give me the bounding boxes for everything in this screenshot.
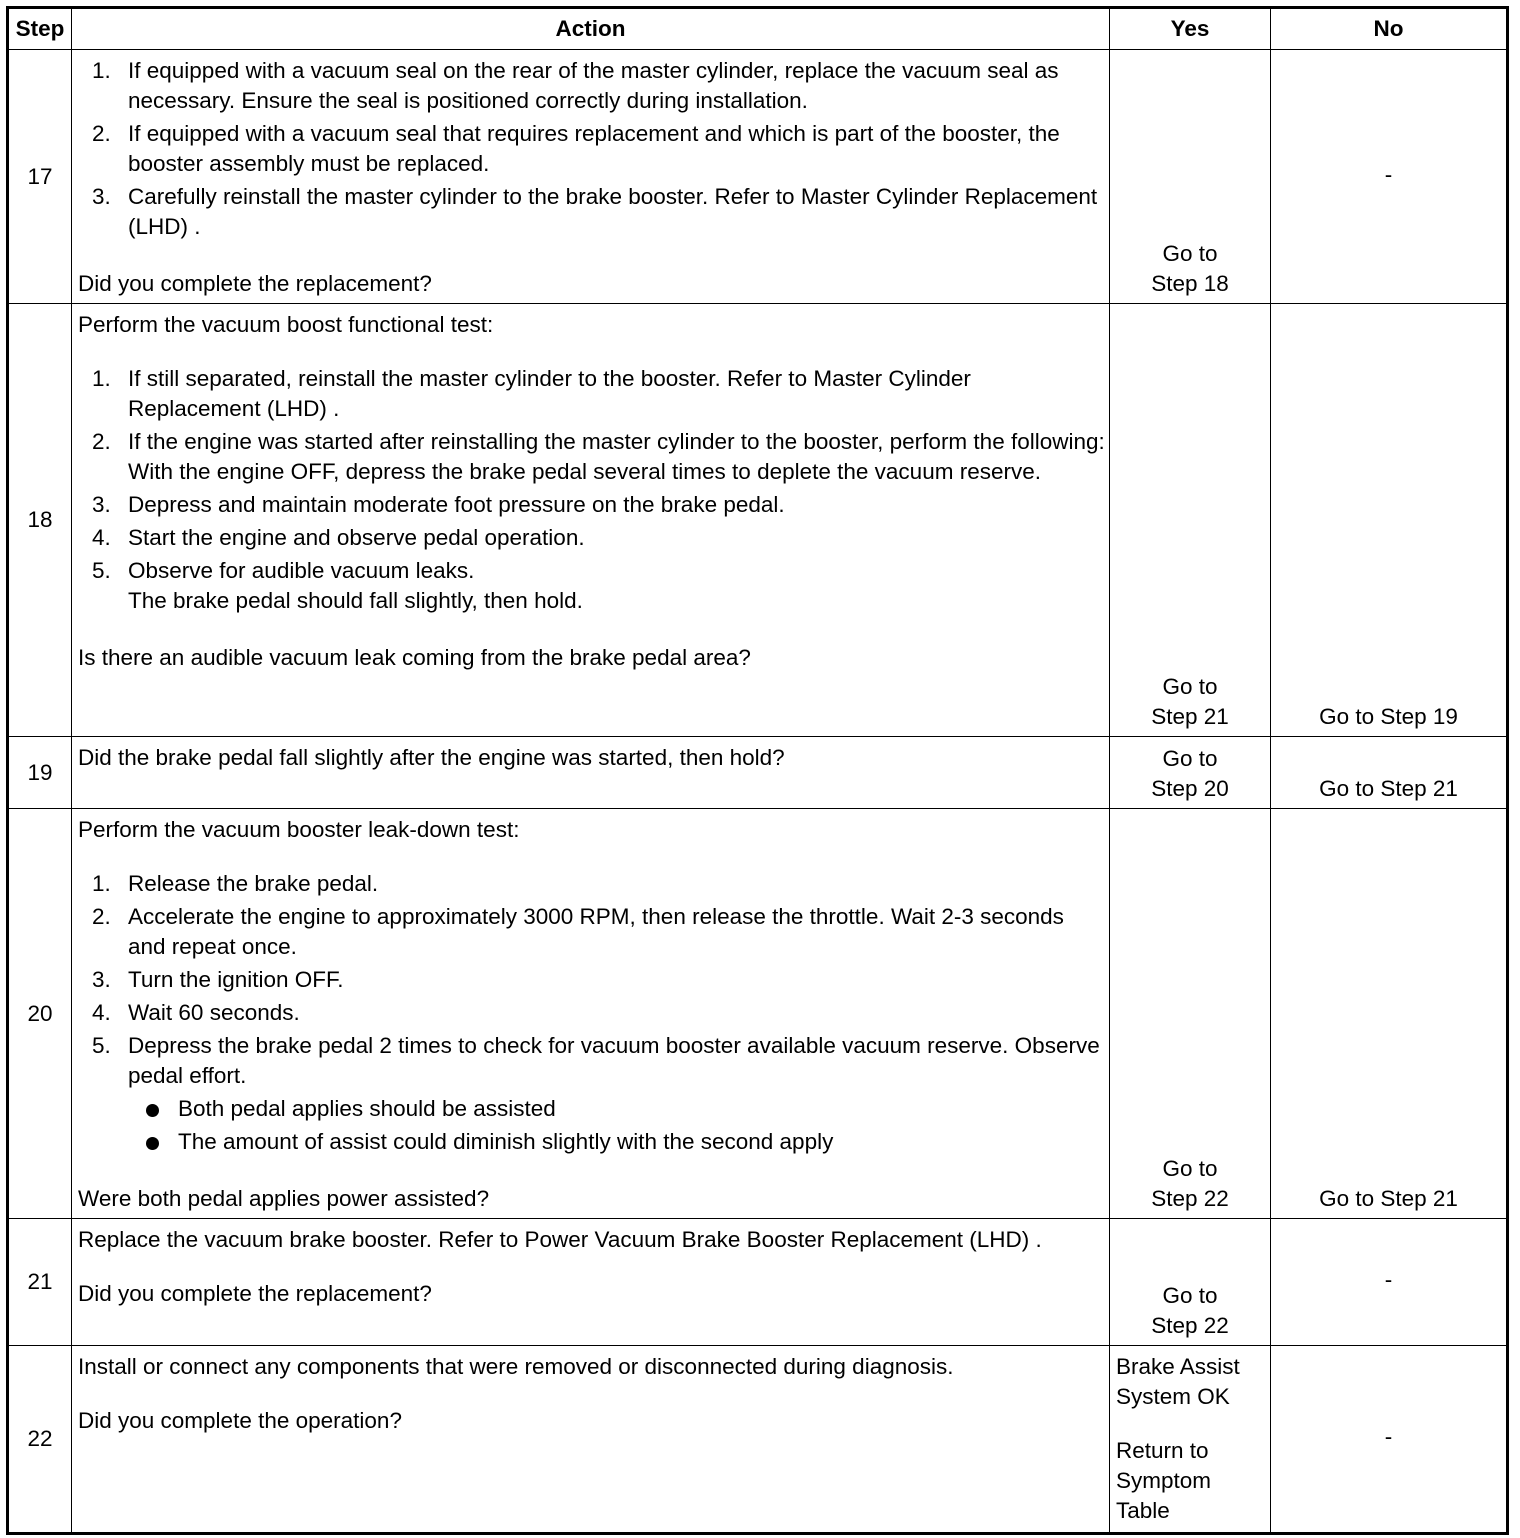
list-item: 1. If still separated, reinstall the master cylinder to the booster. Refer to Master Cylinder Replacement (LHD) . (92, 366, 971, 421)
bullet-icon (146, 1104, 159, 1117)
bullet-item: The amount of assist could diminish slightly with the second apply (78, 1127, 1105, 1157)
bullet-icon (146, 1137, 159, 1150)
list-item: 3. Carefully reinstall the master cylinder to the brake booster. Refer to Master Cylinder Replacement (LHD) . (92, 184, 1098, 239)
yes-cell: Go to Step 21 (1110, 304, 1271, 737)
intro-text: Perform the vacuum boost functional test: (78, 312, 494, 337)
yes-cell: Brake Assist System OK Return to Symptom Table (1110, 1346, 1271, 1534)
action-cell (72, 50, 1110, 304)
no-cell: - (1271, 50, 1508, 304)
step-number: 22 (8, 1346, 72, 1534)
diagnostic-table (6, 6, 1509, 1535)
no-cell: Go to Step 21 (1271, 809, 1508, 1219)
step-number: 17 (8, 50, 72, 304)
question-text: Were both pedal applies power assisted? (78, 1186, 490, 1211)
header-step: Step (8, 8, 72, 50)
yes-cell: Go to Step 18 (1110, 50, 1271, 304)
no-cell: Go to Step 19 (1271, 304, 1508, 737)
list-item: 5. Depress the brake pedal 2 times to check for vacuum booster available vacuum reserve. Observe pedal effort. (92, 1033, 1100, 1088)
table-row-18 (8, 304, 1508, 737)
instruction-text: Install or connect any components that were removed or disconnected during diagnosis. (78, 1354, 954, 1379)
table-row-17 (8, 50, 1508, 304)
action-cell (72, 809, 1110, 1219)
no-cell: - (1271, 1346, 1508, 1534)
yes-cell: Go to Step 20 (1110, 737, 1271, 809)
numbered-list (78, 56, 1105, 242)
list-item: 4. Start the engine and observe pedal operation. (92, 525, 585, 550)
no-cell: Go to Step 21 (1271, 737, 1508, 809)
list-item: 5. Observe for audible vacuum leaks. The brake pedal should fall slightly, then hold. (92, 558, 583, 613)
step-number: 19 (8, 737, 72, 809)
bullet-item: Both pedal applies should be assisted (78, 1094, 1105, 1124)
yes-cell: Go to Step 22 (1110, 1219, 1271, 1346)
action-cell (72, 1346, 1110, 1534)
no-cell: - (1271, 1219, 1508, 1346)
intro-text: Perform the vacuum booster leak-down test: (78, 817, 520, 842)
table-row-22 (8, 1346, 1508, 1534)
list-item: 2. If equipped with a vacuum seal that requires replacement and which is part of the booster, the booster assembly must be replaced. (92, 121, 1060, 176)
list-item: 3. Depress and maintain moderate foot pressure on the brake pedal. (92, 492, 785, 517)
step-number: 18 (8, 304, 72, 737)
action-cell (72, 1219, 1110, 1346)
list-item: 1. Release the brake pedal. (92, 871, 379, 896)
table-row-20 (8, 809, 1508, 1219)
table-row-21 (8, 1219, 1508, 1346)
question-text: Did you complete the replacement? (78, 1281, 432, 1306)
action-cell (72, 737, 1110, 809)
list-item: 1. If equipped with a vacuum seal on the rear of the master cylinder, replace the vacuum seal as necessary. Ensure the seal is positioned correctly during installation. (92, 58, 1059, 113)
question-text: Is there an audible vacuum leak coming from the brake pedal area? (78, 645, 751, 670)
instruction-text: Replace the vacuum brake booster. Refer to Power Vacuum Brake Booster Replacement (LHD) . (78, 1227, 1042, 1252)
step-number: 20 (8, 809, 72, 1219)
yes-cell: Go to Step 22 (1110, 809, 1271, 1219)
action-cell (72, 304, 1110, 737)
list-item: 2. If the engine was started after reinstalling the master cylinder to the booster, perform the following: With the engine OFF, depress the brake pedal several times to deplete the vacuum reserve. (92, 429, 1105, 484)
list-item-note: With the engine OFF, depress the brake pedal several times to deplete the vacuum reserve. (128, 459, 1041, 484)
list-item-note: The brake pedal should fall slightly, then hold. (128, 588, 583, 613)
numbered-list (78, 869, 1105, 1157)
question-text: Did the brake pedal fall slightly after the engine was started, then hold? (78, 745, 785, 770)
question-text: Did you complete the replacement? (78, 271, 432, 296)
list-item: 3. Turn the ignition OFF. (92, 967, 344, 992)
table-row-19 (8, 737, 1508, 809)
header-action: Action (72, 8, 1110, 50)
list-item: 4. Wait 60 seconds. (92, 1000, 300, 1025)
numbered-list (78, 364, 1105, 616)
header-row (8, 8, 1508, 50)
step-number: 21 (8, 1219, 72, 1346)
header-yes: Yes (1110, 8, 1271, 50)
list-item: 2. Accelerate the engine to approximately 3000 RPM, then release the throttle. Wait 2-3 seconds and repeat once. (92, 904, 1064, 959)
question-text: Did you complete the operation? (78, 1408, 402, 1433)
header-no: No (1271, 8, 1508, 50)
